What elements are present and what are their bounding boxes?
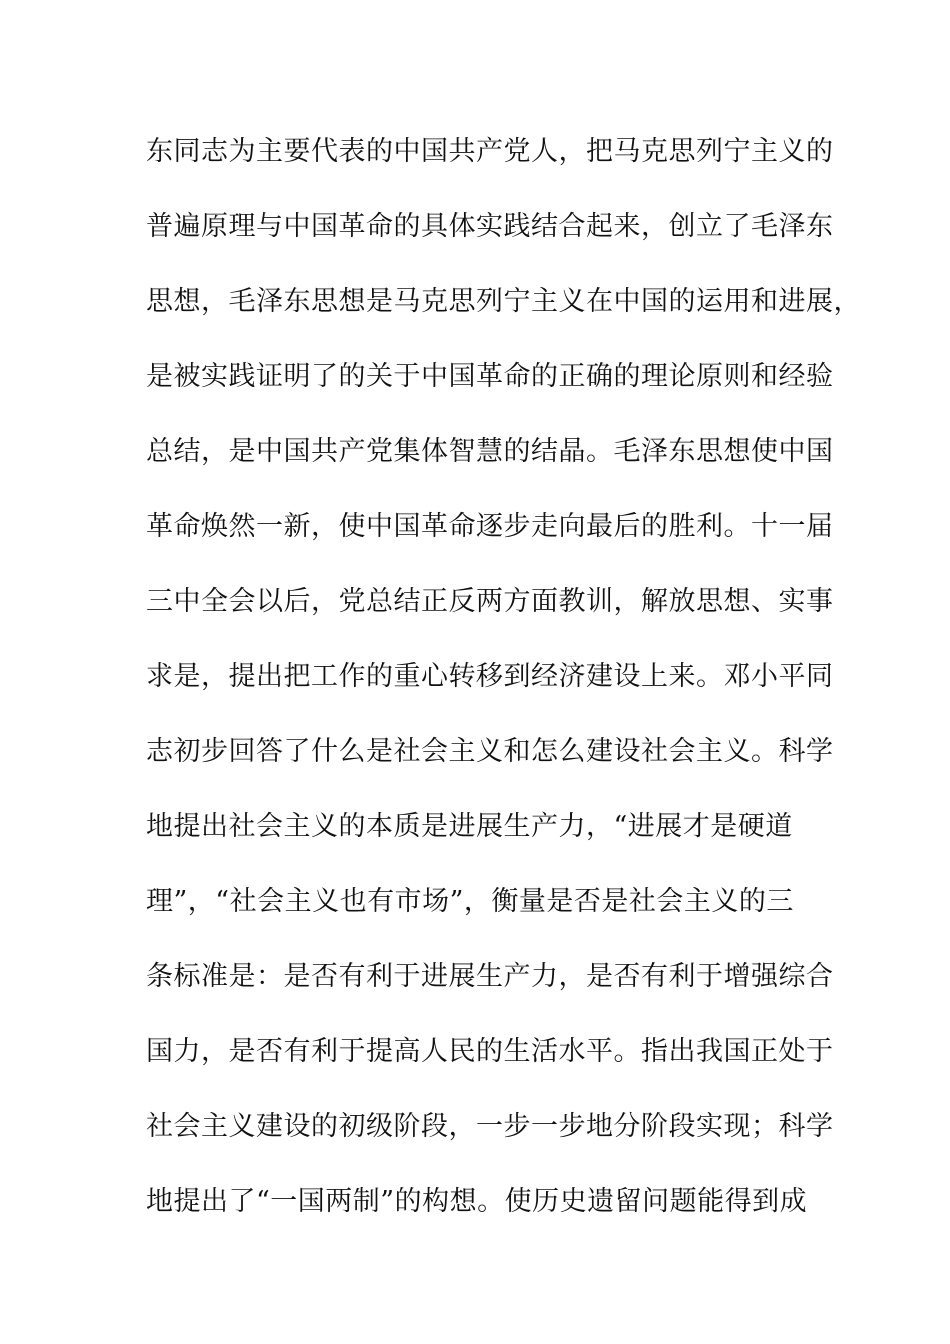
text-line-15: 地提出了“一国两制”的构想。使历史遗留问题能得到成 bbox=[146, 1186, 808, 1217]
text-line-9: 志初步回答了什么是社会主义和怎么建设社会主义。科学 bbox=[146, 736, 834, 767]
text-line-4: 是被实践证明了的关于中国革命的正确的理论原则和经验 bbox=[146, 361, 834, 392]
text-line-5: 总结，是中国共产党集体智慧的结晶。毛泽东思想使中国 bbox=[146, 436, 834, 467]
text-line-13: 国力，是否有利于提高人民的生活水平。指出我国正处于 bbox=[146, 1036, 834, 1067]
text-line-7: 三中全会以后，党总结正反两方面教训，解放思想、实事 bbox=[146, 586, 834, 617]
body-text bbox=[146, 128, 861, 1253]
text-line-3: 思想，毛泽东思想是马克思列宁主义在中国的运用和进展， bbox=[146, 286, 861, 317]
text-line-14: 社会主义建设的初级阶段，一步一步地分阶段实现；科学 bbox=[146, 1111, 834, 1142]
text-line-1: 东同志为主要代表的中国共产党人，把马克思列宁主义的 bbox=[146, 136, 834, 167]
text-line-11: 理”，“社会主义也有市场”，衡量是否是社会主义的三 bbox=[146, 886, 794, 917]
text-line-12: 条标准是：是否有利于进展生产力，是否有利于增强综合 bbox=[146, 961, 834, 992]
text-line-6: 革命焕然一新，使中国革命逐步走向最后的胜利。十一届 bbox=[146, 511, 834, 542]
text-line-10: 地提出社会主义的本质是进展生产力，“进展才是硬道 bbox=[146, 811, 793, 842]
text-line-8: 求是，提出把工作的重心转移到经济建设上来。邓小平同 bbox=[146, 661, 834, 692]
text-line-2: 普遍原理与中国革命的具体实践结合起来，创立了毛泽东 bbox=[146, 211, 834, 242]
